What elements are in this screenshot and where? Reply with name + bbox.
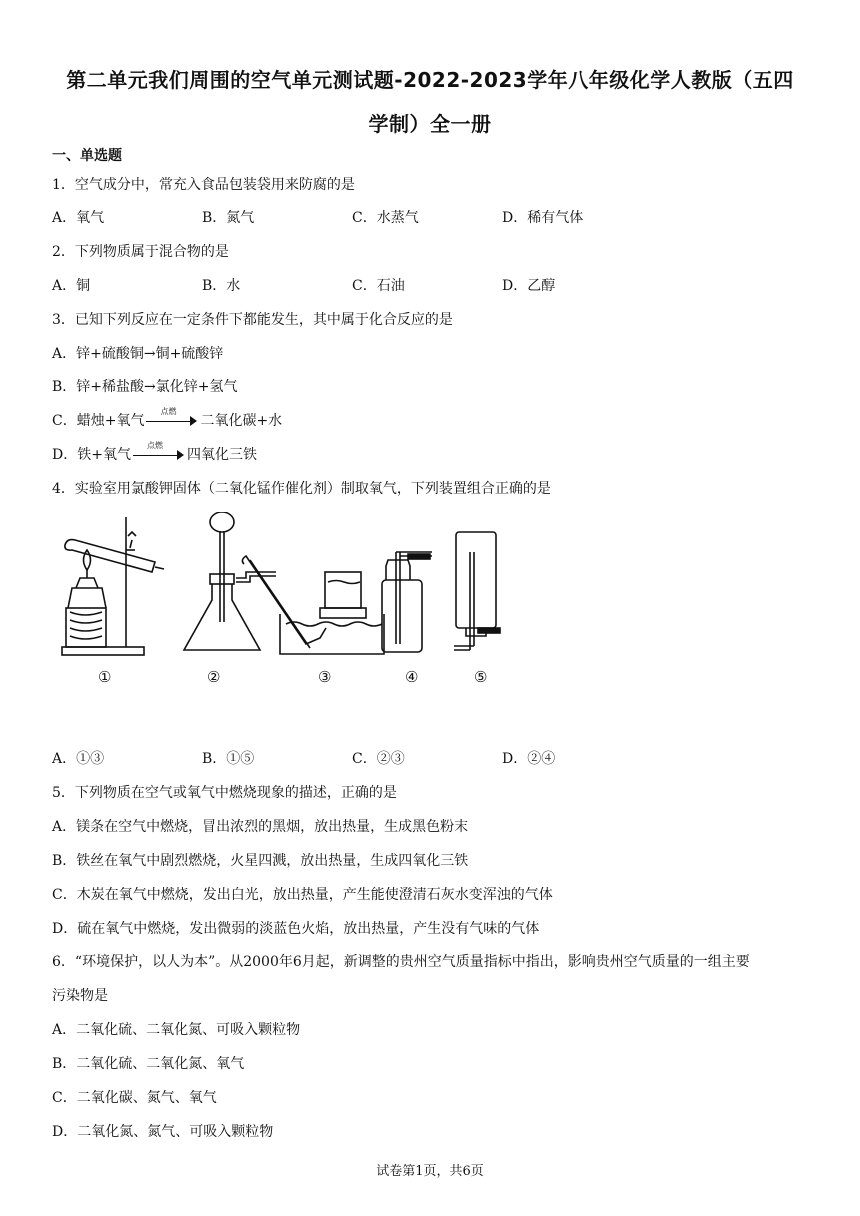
question-3-option-a: A．锌+硫酸铜→铜+硫酸锌 — [52, 346, 224, 362]
reaction-condition: 点燃 — [160, 407, 177, 416]
option-c-products: 二氧化碳+水 — [200, 413, 283, 429]
page-footer: 试卷第1页，共6页 — [376, 1164, 484, 1179]
option-d-products: 四氧化三铁 — [186, 447, 257, 463]
question-2-option-d: D．乙醇 — [502, 278, 556, 294]
question-4-option-b: B．①⑤ — [202, 751, 255, 767]
exam-title-line2: 学制）全一册 — [368, 112, 492, 136]
question-2-option-a: A．铜 — [52, 278, 91, 294]
apparatus-5-inverted-bottle-icon — [454, 532, 500, 650]
question-5-option-c: C．木炭在氧气中燃烧，发出白光，放出热量，产生能使澄清石灰水变浑浊的气体 — [52, 887, 553, 903]
apparatus-label-2: ② — [207, 668, 221, 686]
question-3-stem: 3．已知下列反应在一定条件下都能发生，其中属于化合反应的是 — [52, 312, 453, 328]
question-3-option-b: B．锌+稀盐酸→氯化锌+氢气 — [52, 379, 238, 395]
question-2-stem: 2．下列物质属于混合物的是 — [52, 244, 229, 260]
apparatus-3-water-trough-icon — [242, 556, 384, 654]
question-5-option-d: D．硫在氧气中燃烧，发出微弱的淡蓝色火焰，放出热量，产生没有气味的气体 — [52, 921, 540, 937]
question-1-option-a: A．氧气 — [52, 210, 105, 226]
lab-apparatus-figure — [60, 512, 520, 662]
question-3-option-d — [52, 441, 257, 464]
question-6-stem: 6．“环境保护，以人为本”。从2000年6月起，新调整的贵州空气质量指标中指出，影响贵州空气质量的一组主要 — [52, 954, 750, 970]
apparatus-1-heating-setup-icon — [62, 517, 164, 655]
question-4-option-d: D．②④ — [502, 751, 556, 767]
question-5-option-b: B．铁丝在氧气中剧烈燃烧，火星四溅，放出热量，生成四氧化三铁 — [52, 853, 469, 869]
question-6-option-a: A．二氧化硫、二氧化氮、可吸入颗粒物 — [52, 1022, 301, 1038]
question-3-option-c — [52, 407, 283, 430]
exam-title-line1: 第二单元我们周围的空气单元测试题-2022-2023学年八年级化学人教版（五四 — [66, 68, 794, 92]
question-5-stem: 5．下列物质在空气或氧气中燃烧现象的描述，正确的是 — [52, 785, 397, 801]
reaction-condition: 点燃 — [146, 441, 163, 450]
apparatus-label-4: ④ — [405, 668, 419, 686]
question-6-stem-cont: 污染物是 — [52, 988, 108, 1004]
question-4-option-c: C．②③ — [352, 751, 405, 767]
question-4-option-a: A．①③ — [52, 751, 105, 767]
question-6-option-d: D．二氧化氮、氮气、可吸入颗粒物 — [52, 1124, 274, 1140]
apparatus-4-collection-bottle-icon — [382, 552, 432, 652]
reaction-arrow-icon — [146, 407, 198, 427]
apparatus-label-1: ① — [98, 668, 112, 686]
apparatus-label-3: ③ — [318, 668, 332, 686]
option-c-reactants: C．蜡烛+氧气 — [52, 413, 145, 429]
apparatus-label-5: ⑤ — [474, 668, 488, 686]
section-heading: 一、单选题 — [52, 148, 122, 164]
question-6-option-b: B．二氧化硫、二氧化氮、氧气 — [52, 1056, 245, 1072]
question-2-option-c: C．石油 — [352, 278, 405, 294]
question-1-option-b: B．氮气 — [202, 210, 255, 226]
question-1-option-c: C．水蒸气 — [352, 210, 419, 226]
reaction-arrow-icon — [133, 441, 185, 461]
question-5-option-a: A．镁条在空气中燃烧，冒出浓烈的黑烟，放出热量，生成黑色粉末 — [52, 819, 469, 835]
question-1-stem: 1．空气成分中，常充入食品包装袋用来防腐的是 — [52, 177, 355, 193]
option-d-reactants: D．铁+氧气 — [52, 447, 131, 463]
question-2-option-b: B．水 — [202, 278, 241, 294]
question-1-option-d: D．稀有气体 — [502, 210, 584, 226]
question-6-option-c: C．二氧化碳、氮气、氧气 — [52, 1090, 217, 1106]
question-4-stem: 4．实验室用氯酸钾固体（二氧化锰作催化剂）制取氧气，下列装置组合正确的是 — [52, 481, 551, 497]
